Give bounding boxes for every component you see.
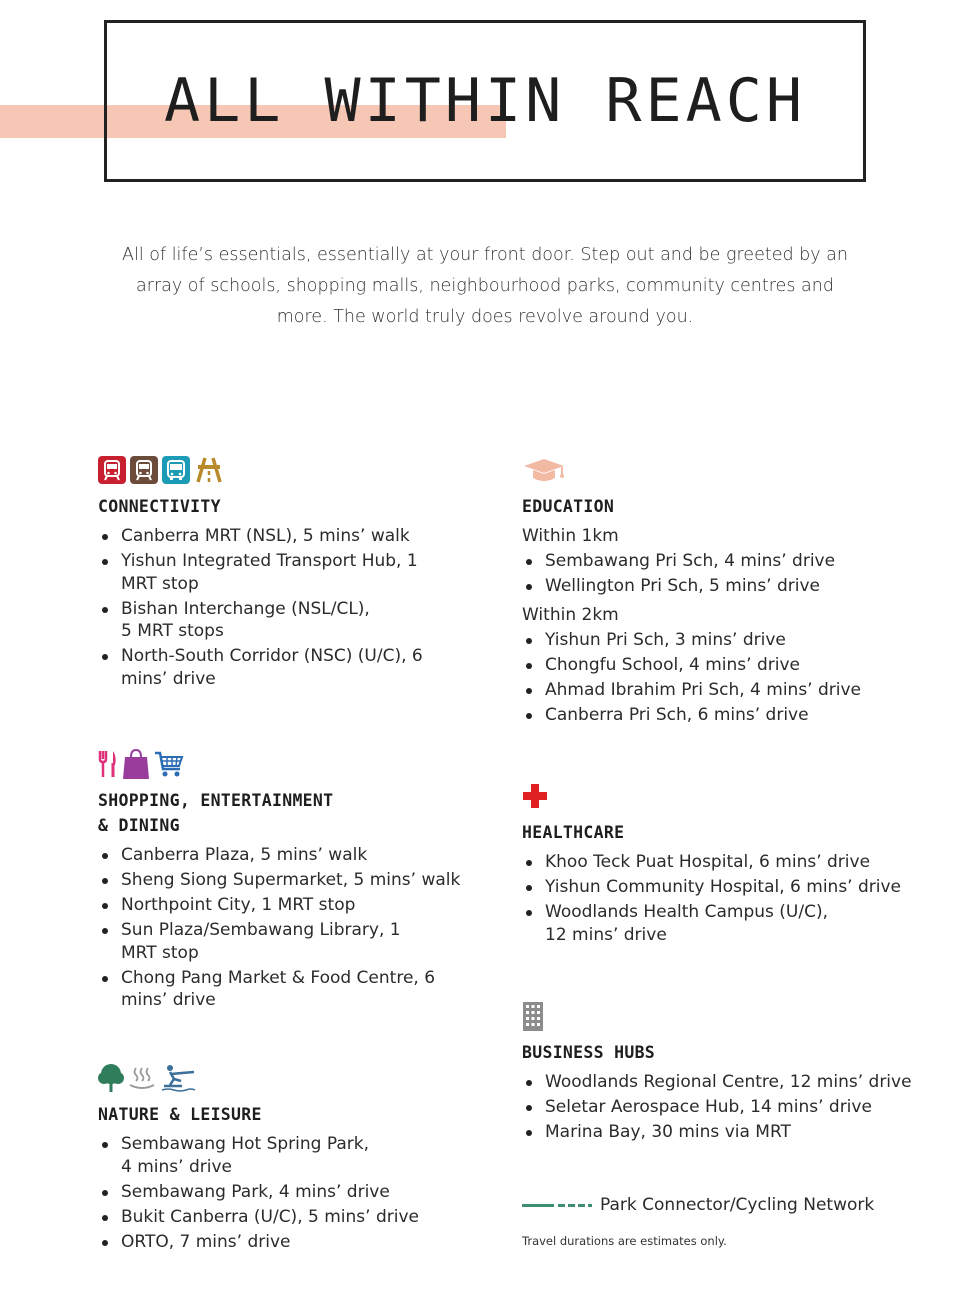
healthcare-heading: HEALTHCARE (522, 823, 625, 842)
list-item: ORTO, 7 mins’ drive (98, 1231, 498, 1254)
list-item: Chong Pang Market & Food Centre, 6 mins’ drive (98, 967, 451, 1012)
hot-spring-icon (128, 1064, 156, 1092)
connectivity-section (98, 454, 498, 693)
education-section (522, 454, 942, 729)
list-item: Canberra Pri Sch, 6 mins’ drive (522, 704, 942, 727)
list-item: Seletar Aerospace Hub, 14 mins’ drive (522, 1096, 942, 1119)
shopping-heading-line2: & DINING (98, 816, 180, 835)
legend-label: Park Connector/Cycling Network (600, 1195, 875, 1215)
park-connector-legend (522, 1195, 874, 1215)
cutlery-icon (98, 749, 118, 779)
connectivity-heading: CONNECTIVITY (98, 497, 221, 516)
list-item: Bishan Interchange (NSL/CL), 5 MRT stops (98, 598, 381, 643)
healthcare-list (522, 851, 942, 946)
medical-cross-icon (522, 783, 548, 809)
tree-icon (98, 1063, 124, 1093)
highway-icon (194, 456, 224, 484)
intro-paragraph: All of life’s essentials, essentially at your front door. Step out and be greeted by an array of schools, shopping malls, neighbourhood parks, community centres and more. The world truly does revolve around you. (122, 245, 848, 327)
education-heading: EDUCATION (522, 497, 615, 516)
list-item: Bukit Canberra (U/C), 5 mins’ drive (98, 1206, 498, 1229)
train-icon (130, 456, 158, 484)
graduation-cap-icon (522, 455, 566, 485)
bus-icon (162, 456, 190, 484)
office-building-icon (522, 1001, 544, 1031)
list-item: Sembawang Park, 4 mins’ drive (98, 1181, 498, 1204)
list-item: Yishun Pri Sch, 3 mins’ drive (522, 629, 942, 652)
healthcare-section (522, 780, 942, 949)
shopping-heading-line1: SHOPPING, ENTERTAINMENT (98, 791, 334, 810)
education-list-1km (522, 550, 942, 598)
education-list-2km (522, 629, 942, 727)
list-item: Chongfu School, 4 mins’ drive (522, 654, 942, 677)
business-section (522, 1000, 942, 1146)
list-item: Wellington Pri Sch, 5 mins’ drive (522, 575, 942, 598)
nature-icons (98, 1062, 498, 1094)
train-icon (98, 456, 126, 484)
healthcare-icons (522, 780, 942, 812)
shopping-bag-icon (122, 748, 150, 780)
footnote: Travel durations are estimates only. (522, 1234, 727, 1248)
list-item: Sun Plaza/Sembawang Library, 1 MRT stop (98, 919, 411, 964)
nature-section (98, 1062, 498, 1256)
nature-list (98, 1133, 498, 1253)
list-item: Yishun Community Hospital, 6 mins’ drive (522, 876, 942, 899)
list-item: Ahmad Ibrahim Pri Sch, 4 mins’ drive (522, 679, 942, 702)
list-item: Woodlands Health Campus (U/C), 12 mins’ drive (522, 901, 855, 946)
list-item: Canberra MRT (NSL), 5 mins’ walk (98, 525, 498, 548)
page-title: ALL WITHIN REACH (164, 66, 806, 136)
shopping-list (98, 844, 498, 1012)
connectivity-icons (98, 454, 498, 486)
legend-solid-line (522, 1204, 554, 1207)
education-subheading-2km: Within 2km (522, 604, 619, 625)
education-icons (522, 454, 942, 486)
water-ski-icon (160, 1064, 196, 1092)
legend-dashed-line (558, 1204, 592, 1207)
shopping-section (98, 748, 498, 1014)
business-heading: BUSINESS HUBS (522, 1043, 656, 1062)
nature-heading: NATURE & LEISURE (98, 1105, 262, 1124)
list-item: Sembawang Hot Spring Park, 4 mins’ drive (98, 1133, 381, 1178)
list-item: Khoo Teck Puat Hospital, 6 mins’ drive (522, 851, 942, 874)
list-item: North-South Corridor (NSC) (U/C), 6 mins’ drive (98, 645, 431, 690)
list-item: Yishun Integrated Transport Hub, 1 MRT stop (98, 550, 421, 595)
connectivity-list (98, 525, 498, 690)
list-item: Canberra Plaza, 5 mins’ walk (98, 844, 498, 867)
shopping-icons (98, 748, 498, 780)
list-item: Sheng Siong Supermarket, 5 mins’ walk (98, 869, 498, 892)
shopping-cart-icon (154, 749, 184, 779)
list-item: Woodlands Regional Centre, 12 mins’ drive (522, 1071, 942, 1094)
education-subheading-1km: Within 1km (522, 526, 619, 546)
list-item: Sembawang Pri Sch, 4 mins’ drive (522, 550, 942, 573)
business-list (522, 1071, 942, 1144)
shopping-heading (98, 788, 498, 838)
business-icons (522, 1000, 942, 1032)
list-item: Marina Bay, 30 mins via MRT (522, 1121, 942, 1144)
list-item: Northpoint City, 1 MRT stop (98, 894, 498, 917)
